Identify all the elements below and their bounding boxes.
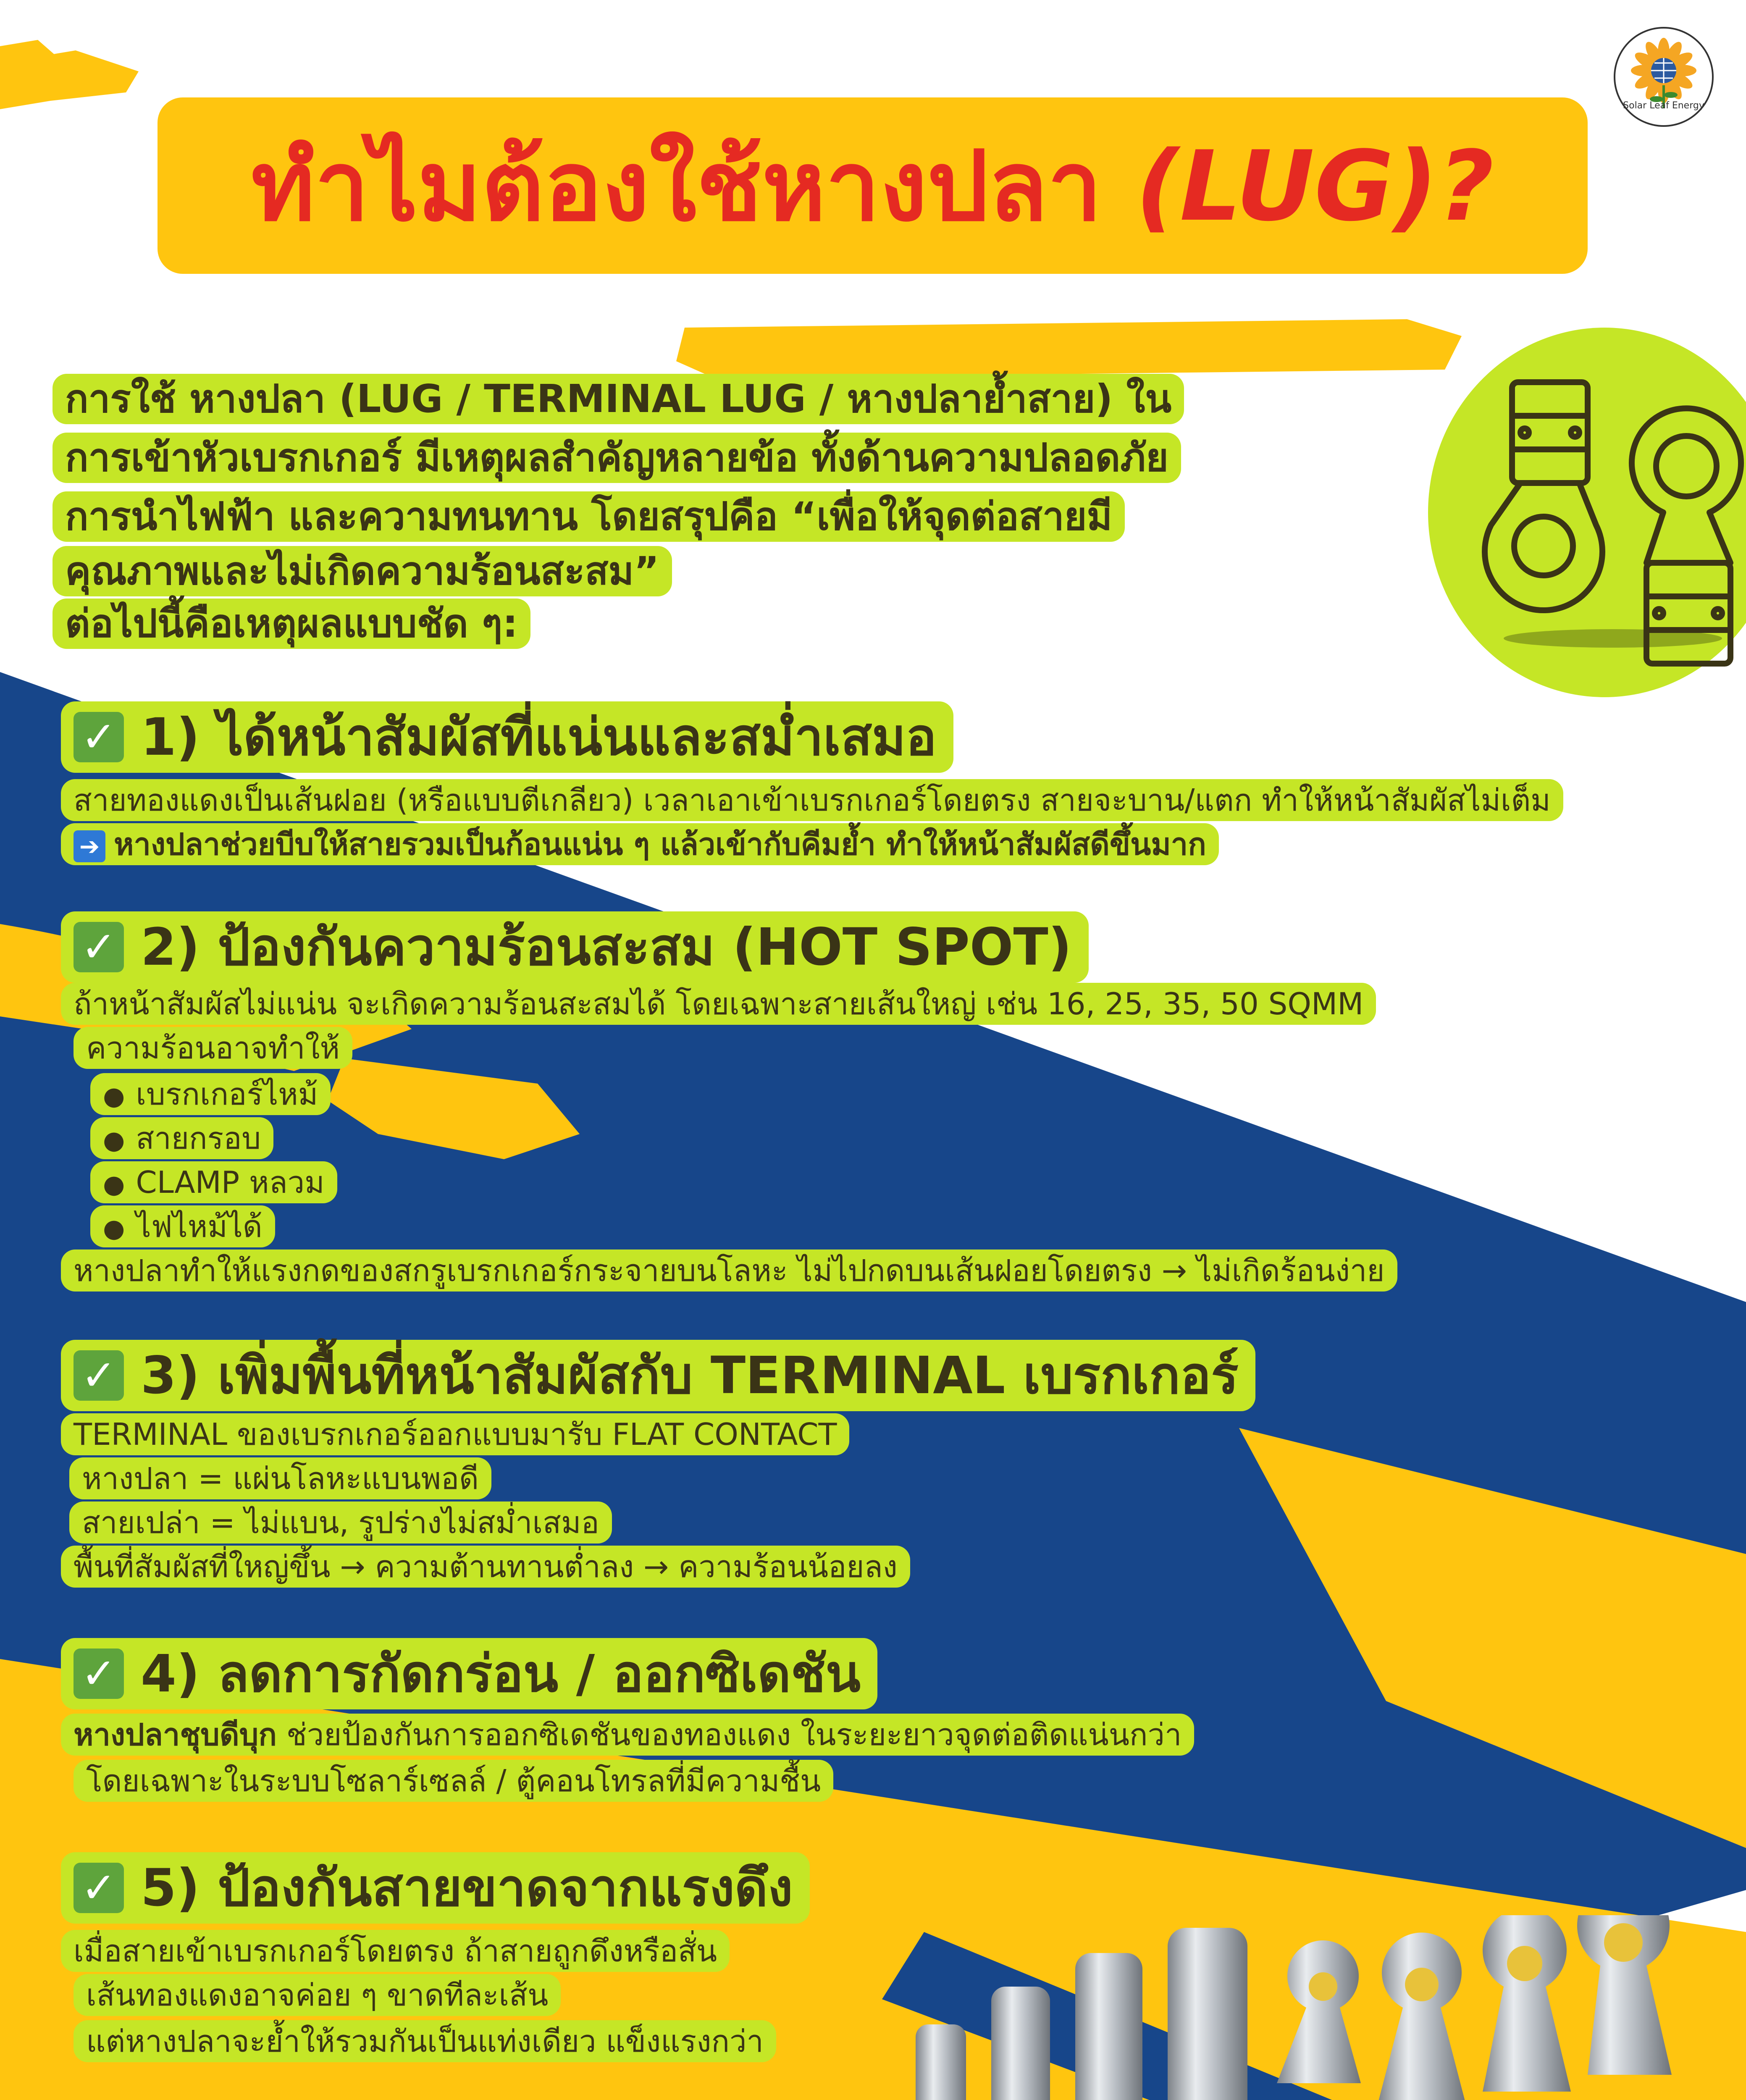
right-arrow-icon: ➔ (74, 830, 105, 862)
section-3-line: TERMINAL ของเบรกเกอร์ออกแบบมารับ FLAT CONTACT (61, 1413, 849, 1455)
title-accent: (LUG)? (1135, 130, 1494, 243)
lug-products-photo (874, 1915, 1730, 2100)
bullet-text: เบรกเกอร์ไหม้ (136, 1076, 318, 1112)
section-4-line (61, 1714, 1194, 1756)
section-2-line: ความร้อนอาจทำให้ (74, 1027, 352, 1069)
check-icon: ✓ (74, 1350, 124, 1401)
section-1-heading (61, 701, 953, 773)
bullet-icon: ● (103, 1126, 125, 1155)
lug-terminal-icon (1428, 328, 1746, 697)
section-5-line: แต่หางปลาจะย้ำให้รวมกันเป็นแท่งเดียว แข็งแรงกว่า (74, 2020, 776, 2062)
section-heading-text: 2) ป้องกันความร้อนสะสม (HOT SPOT) (141, 917, 1072, 977)
bullet-text: CLAMP หลวม (136, 1165, 325, 1200)
section-5-line: เมื่อสายเข้าเบรกเกอร์โดยตรง ถ้าสายถูกดึงหรือสั่น (61, 1930, 730, 1972)
section-heading-text: 1) ได้หน้าสัมผัสที่แน่นและสม่ำเสมอ (141, 707, 937, 767)
yellow-streak-intro (676, 319, 1462, 378)
section-1-highlight-text: หางปลาช่วยบีบให้สายรวมเป็นก้อนแน่น ๆ แล้วเข้ากับคีมย้ำ ทำให้หน้าสัมผัสดีขึ้นมาก (114, 827, 1206, 862)
section-2-line: ถ้าหน้าสัมผัสไม่แน่น จะเกิดความร้อนสะสมได้ โดยเฉพาะสายเส้นใหญ่ เช่น 16, 25, 35, 50 SQMM (61, 983, 1376, 1025)
title-banner (158, 97, 1588, 274)
section-5-line: เส้นทองแดงอาจค่อย ๆ ขาดทีละเส้น (74, 1974, 561, 2016)
check-icon: ✓ (74, 922, 124, 972)
section-2-bullet (90, 1073, 331, 1115)
intro-line: การใช้ หางปลา (LUG / TERMINAL LUG / หางปลาย้ำสาย) ใน (53, 374, 1184, 424)
page-title (251, 109, 1494, 262)
bullet-icon: ● (103, 1082, 125, 1111)
check-icon: ✓ (74, 712, 124, 762)
section-2-bullet (90, 1205, 275, 1247)
section-1-line: สายทองแดงเป็นเส้นฝอย (หรือแบบตีเกลียว) เวลาเอาเข้าเบรกเกอร์โดยตรง สายจะบาน/แตก ทำให้หน้าสัมผัสไม่เต็ม (61, 779, 1563, 821)
bullet-text: สายกรอบ (136, 1121, 261, 1156)
solar-leaf-energy-logo (1614, 27, 1714, 127)
section-4-line: โดยเฉพาะในระบบโซลาร์เซลล์ / ตู้คอนโทรลที่มีความชื้น (74, 1760, 833, 1802)
lug-icon-badge (1428, 328, 1746, 697)
check-icon: ✓ (74, 1648, 124, 1699)
section-4-text: ช่วยป้องกันการออกซิเดชันของทองแดง ในระยะยาวจุดต่อติดแน่นกว่า (276, 1717, 1182, 1752)
section-3-line: พื้นที่สัมผัสที่ใหญ่ขึ้น → ความต้านทานต่ำลง → ความร้อนน้อยลง (61, 1546, 910, 1588)
bullet-icon: ● (103, 1170, 125, 1199)
section-2-bullet (90, 1117, 273, 1159)
section-4-lead: หางปลาชุบดีบุก (74, 1717, 277, 1752)
bullet-text: ไฟไหม้ได้ (136, 1209, 263, 1244)
section-3-line: สายเปล่า = ไม่แบน, รูปร่างไม่สม่ำเสมอ (69, 1502, 612, 1544)
section-2-bullet (90, 1161, 337, 1203)
section-4-heading (61, 1638, 877, 1709)
intro-line: ต่อไปนี้คือเหตุผลแบบชัด ๆ: (53, 598, 530, 649)
intro-line: การนำไฟฟ้า และความทนทาน โดยสรุปคือ “เพื่อให้จุดต่อสายมี (53, 491, 1125, 542)
intro-line: การเข้าหัวเบรกเกอร์ มีเหตุผลสำคัญหลายข้อ ทั้งด้านความปลอดภัย (53, 433, 1181, 483)
section-heading-text: 4) ลดการกัดกร่อน / ออกซิเดชัน (141, 1644, 861, 1704)
section-5-heading (61, 1852, 810, 1924)
check-icon: ✓ (74, 1863, 124, 1913)
section-heading-text: 3) เพิ่มพื้นที่หน้าสัมผัสกับ TERMINAL เบรกเกอร์ (141, 1346, 1239, 1405)
section-2-heading (61, 911, 1089, 983)
section-2-after: หางปลาทำให้แรงกดของสกรูเบรกเกอร์กระจายบนโลหะ ไม่ไปกดบนเส้นฝอยโดยตรง → ไม่เกิดร้อนง่าย (61, 1250, 1397, 1292)
bullet-icon: ● (103, 1214, 125, 1243)
section-heading-text: 5) ป้องกันสายขาดจากแรงดึง (141, 1858, 793, 1918)
title-main: ทำไมต้องใช้หางปลา (251, 130, 1136, 243)
intro-line: คุณภาพและไม่เกิดความร้อนสะสม” (53, 546, 672, 596)
logo-label: Solar Leaf Energy (1623, 100, 1704, 111)
section-3-heading (61, 1340, 1255, 1411)
section-1-highlight (61, 823, 1219, 865)
section-3-line: หางปลา = แผ่นโลหะแบนพอดี (69, 1457, 491, 1499)
butt-splice-group (916, 1928, 1247, 2100)
